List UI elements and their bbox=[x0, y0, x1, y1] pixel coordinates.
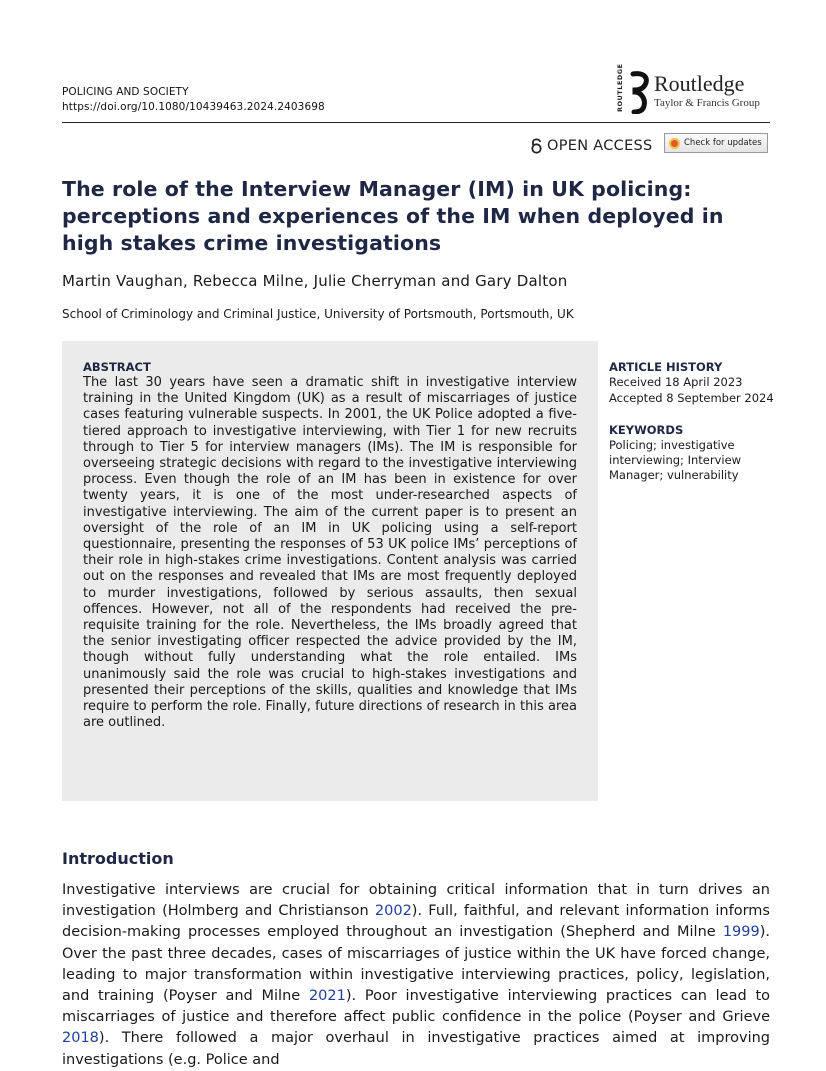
article-affiliation: School of Criminology and Criminal Justice, University of Portsmouth, Portsmouth, UK bbox=[62, 307, 574, 321]
open-access-text: OPEN ACCESS bbox=[547, 137, 653, 154]
citation-link[interactable]: 2021 bbox=[308, 988, 346, 1005]
intro-text-1: Investigative interviews are crucial for obtaining critical information that in turn drives an investigation (Holmberg and Christianson bbox=[62, 882, 770, 920]
journal-header bbox=[62, 85, 325, 115]
publisher-vertical-text: ROUTLEDGE bbox=[616, 63, 624, 112]
citation-link[interactable]: 2018 bbox=[62, 1030, 99, 1047]
check-updates-text: Check for updates bbox=[684, 138, 762, 148]
accepted-date: Accepted 8 September 2024 bbox=[609, 391, 774, 405]
publisher-name: Routledge bbox=[654, 71, 745, 96]
intro-text-2: ). Full, faithful, and relevant information informs decision-making processes employed throughout an investigation (Shepherd and Milne bbox=[62, 903, 770, 941]
abstract-heading: ABSTRACT bbox=[83, 360, 151, 374]
open-access-lock-icon bbox=[530, 137, 543, 154]
doi-link[interactable]: https://doi.org/10.1080/10439463.2024.2403698 bbox=[62, 101, 325, 113]
check-for-updates-button[interactable] bbox=[664, 133, 768, 153]
open-access-label bbox=[530, 137, 653, 154]
keywords-heading: KEYWORDS bbox=[609, 423, 684, 437]
article-authors: Martin Vaughan, Rebecca Milne, Julie Cherryman and Gary Dalton bbox=[62, 272, 568, 290]
publisher-group: Taylor & Francis Group bbox=[654, 97, 760, 109]
intro-text-4: ). Poor investigative interviewing practices can lead to miscarriages of justice and therefore affect public confidence in the police (Poyser and Grieve bbox=[62, 988, 771, 1026]
introduction-paragraph bbox=[62, 880, 770, 1071]
check-updates-badge-icon bbox=[669, 138, 680, 149]
citation-link[interactable]: 2002 bbox=[374, 903, 412, 920]
citation-link[interactable]: 1999 bbox=[722, 924, 760, 941]
routledge-logo-icon bbox=[628, 70, 652, 114]
keywords-text: Policing; investigative interviewing; Interview Manager; vulnerability bbox=[609, 438, 742, 482]
intro-text-3: ). Over the past three decades, cases of miscarriages of justice within the UK have forced change, leading to major transformation within investigative interviewing practices, policy, legislation, and training (Poyser and Milne bbox=[62, 924, 770, 1005]
article-title: The role of the Interview Manager (IM) in UK policing: perceptions and experiences of the IM when deployed in high stakes crime investigations bbox=[62, 177, 724, 255]
publisher-logo[interactable] bbox=[614, 63, 784, 116]
introduction-heading: Introduction bbox=[62, 849, 174, 868]
received-date: Received 18 April 2023 bbox=[609, 375, 743, 389]
abstract-text: The last 30 years have seen a dramatic shift in investigative interview training in the United Kingdom (UK) as a result of miscarriages of justice cases featuring vulnerable suspects. In 2001, the UK Police adopted a five-tiered approach to investigative interviewing, with Tier 1 for new recruits through to Tier 5 for interview managers (IMs). The IM is responsible for overseeing strategic decisions with regard to the investigative interviewing process. Even though the role of an IM has been in existence for over twenty years, it is one of the most under-researched aspects of investigative interviewing. The aim of the current paper is to present an oversight of the role of an IM in UK policing using a self-report questionnaire, presenting the responses of 53 UK police IMs’ perceptions of their role in high-stakes crime investigations. Content analysis was carried out on the responses and revealed that IMs are most frequently deployed to murder investigations, followed by serious assaults, then sexual offences. However, not all of the respondents had received the pre-requisite training for the role. Nevertheless, the IMs broadly agreed that the senior investigating officer respected the advice provided by the IM, though without fully understanding what the role entailed. IMs unanimously said the role was crucial to high-stakes investigations and presented their perceptions of the skills, qualities and knowledge that IMs require to perform the role. Finally, future directions of research in this area are outlined. bbox=[83, 375, 577, 731]
journal-name: POLICING AND SOCIETY bbox=[62, 86, 189, 98]
article-history-heading: ARTICLE HISTORY bbox=[609, 360, 723, 374]
intro-text-5: ). There followed a major overhaul in investigative practices aimed at improving investigations (e.g. Police and bbox=[62, 1030, 770, 1068]
header-divider bbox=[62, 122, 770, 123]
